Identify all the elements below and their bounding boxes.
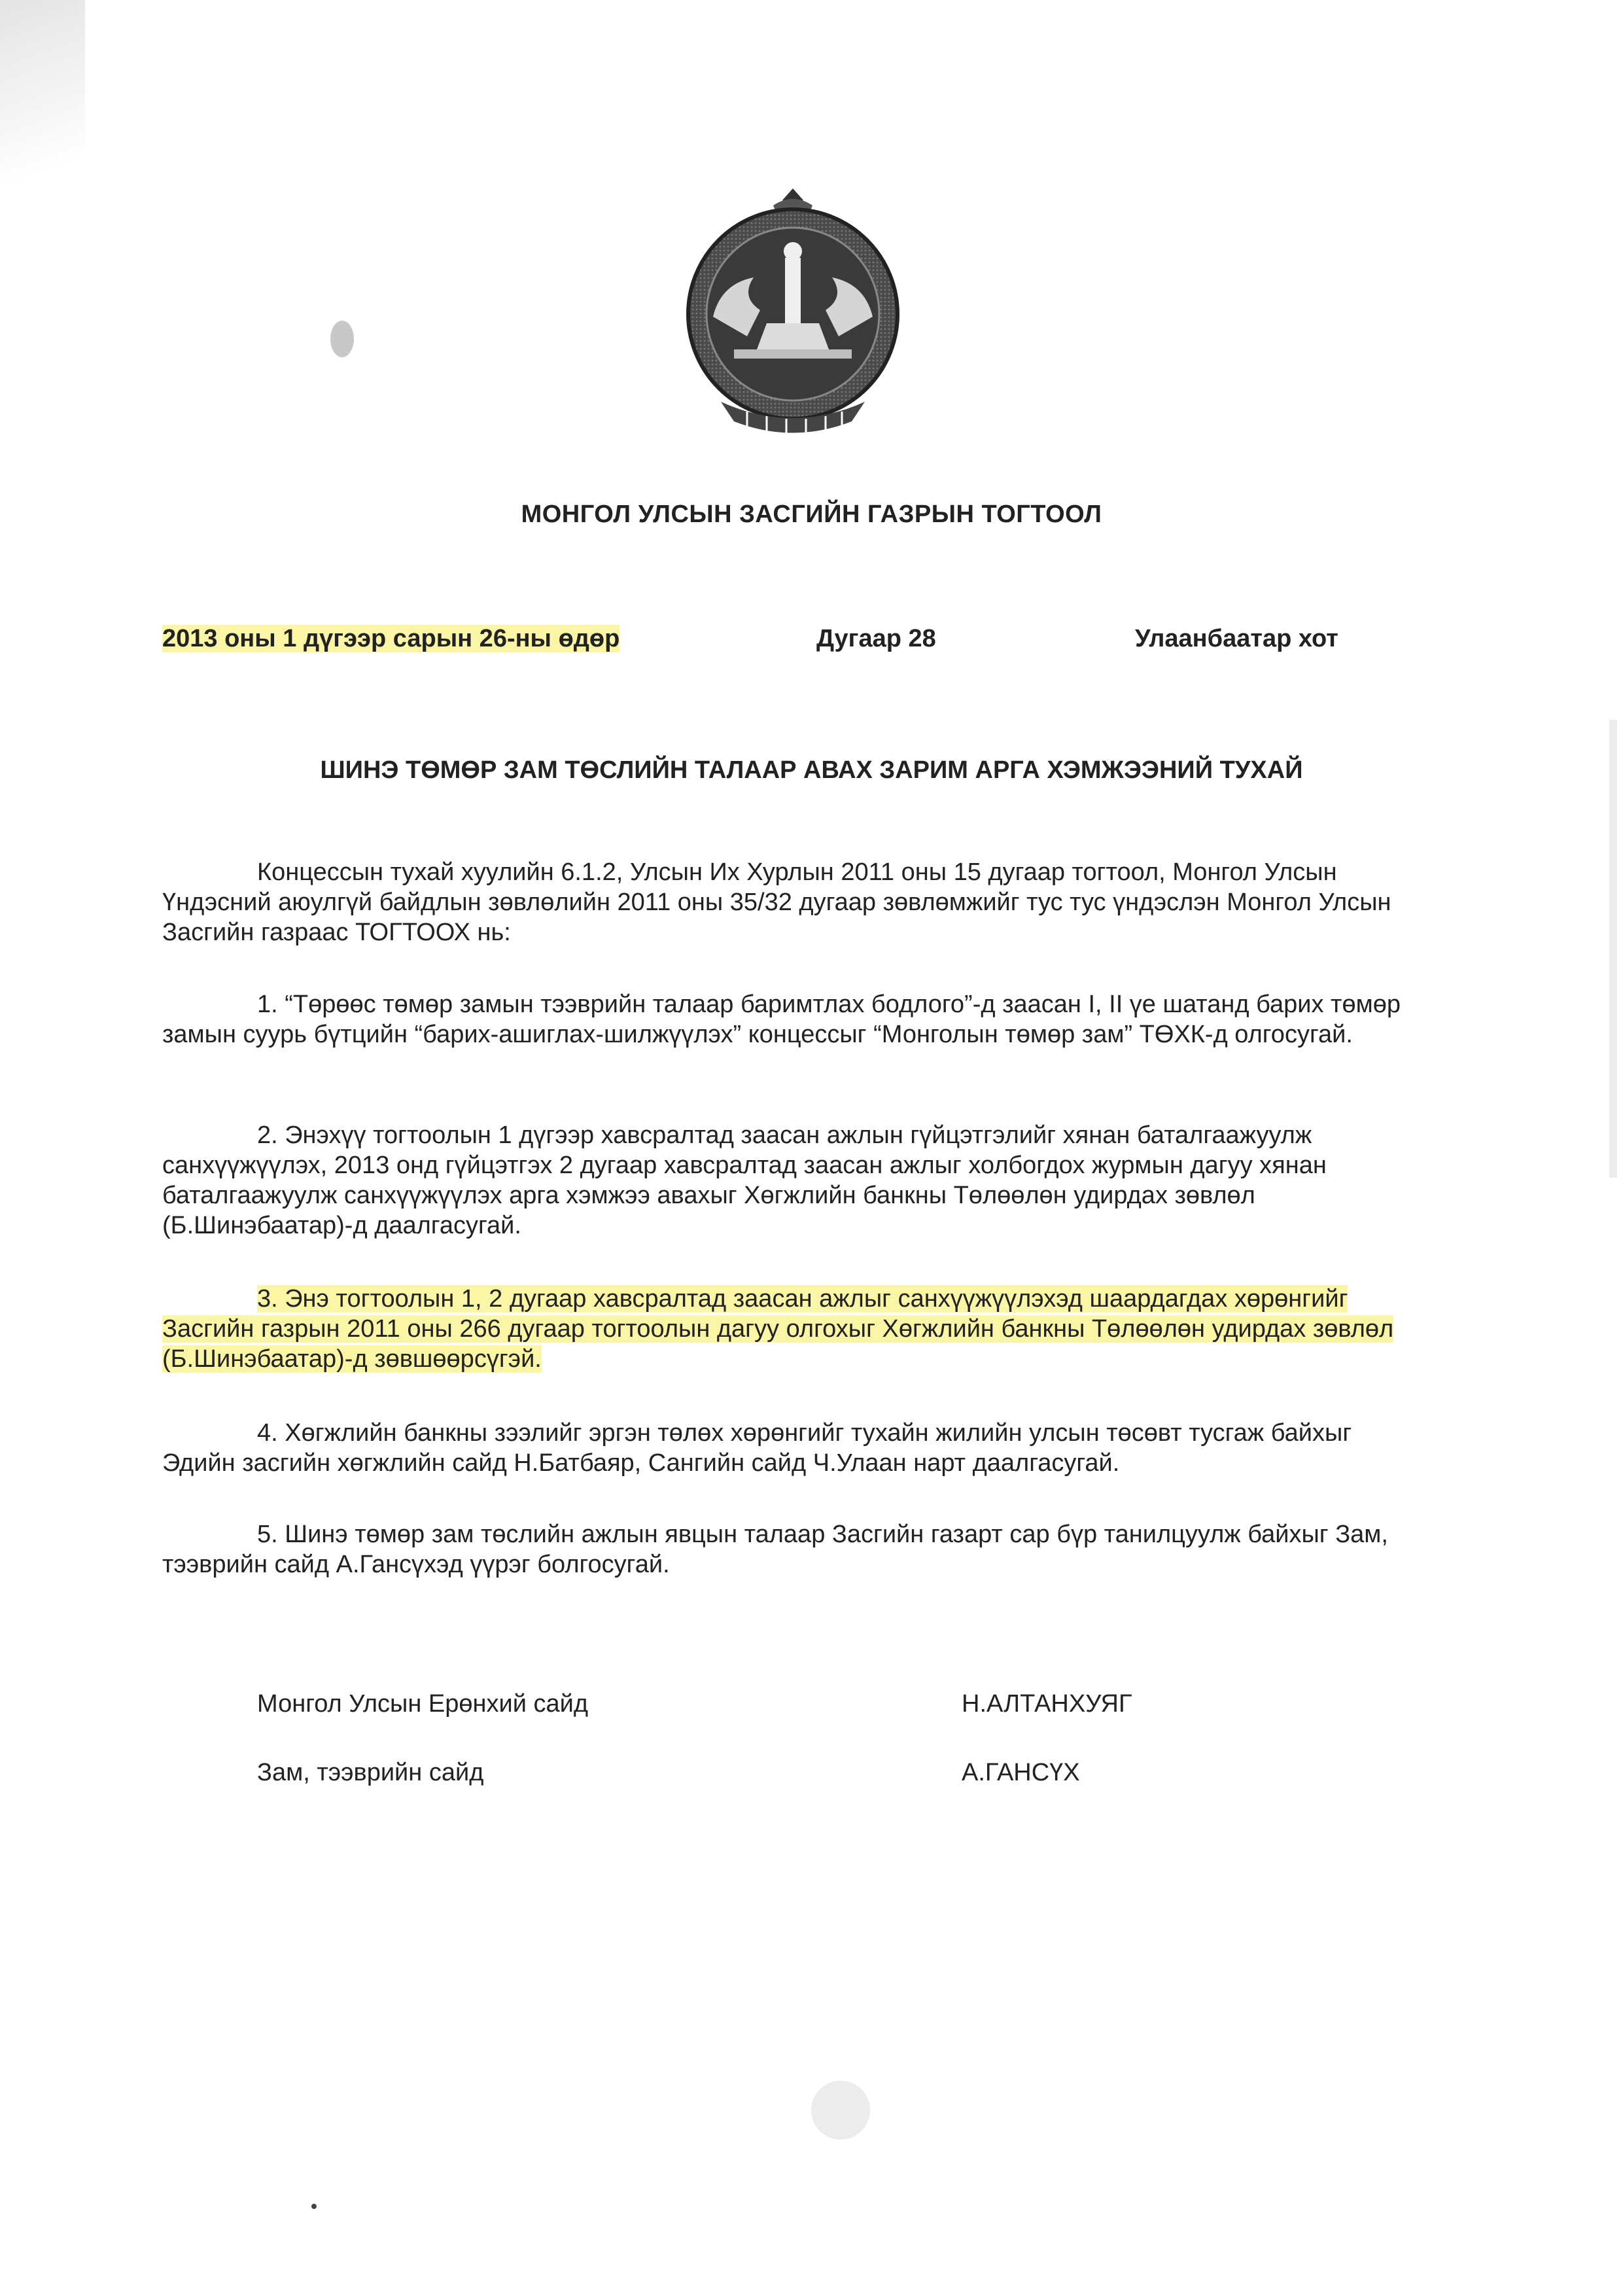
item-1-paragraph: 1. “Төрөөс төмөр замын тээврийн талаар баримтлах бодлого”-д заасан I, II үе шатанд барих төмөр замын суурь бүтцийн “барих-ашиглах-шилжүүлэх” концессыг “Монголын төмөр зам” ТӨХК-д олгосугай. (162, 991, 1401, 1048)
item-2-paragraph: 2. Энэхүү тогтоолын 1 дүгээр хавсралтад заасан ажлын гүйцэтгэлийг хянан баталгаажуулж санхүүжүүлэх, 2013 онд гүйцэтгэх 2 дугаар хавсралтад заасан ажлыг холбогдох журмын дагуу хянан баталгаажуулж санхүүжүүлэх арга хэмжээ авахыг Хөгжлийн банкны Төлөөлөн удирдах зөвлөл (Б.Шинэбаатар)-д даалгасугай. (162, 1122, 1327, 1239)
resolution-date (162, 625, 620, 653)
signature-name-transport-minister: А.ГАНСҮХ (962, 1759, 1080, 1786)
scan-shadow (0, 0, 85, 222)
item-3-paragraph (162, 1284, 1418, 1374)
signature-name-prime-minister: Н.АЛТАНХУЯГ (962, 1690, 1132, 1718)
resolution-date-text: 2013 оны 1 дүгээр сарын 26-ны өдөр (162, 625, 620, 652)
scan-edge (1609, 720, 1617, 1178)
scan-speck (330, 321, 354, 357)
resolution-subject: ШИНЭ ТӨМӨР ЗАМ ТӨСЛИЙН ТАЛААР АВАХ ЗАРИМ АРГА ХЭМЖЭЭНИЙ ТУХАЙ (320, 756, 1303, 784)
resolution-number: Дугаар 28 (816, 625, 936, 652)
signature-role-transport-minister: Зам, тээврийн сайд (257, 1759, 484, 1786)
resolution-place: Улаанбаатар хот (1135, 625, 1338, 652)
intro-paragraph: Концессын тухай хуулийн 6.1.2, Улсын Их Хурлын 2011 оны 15 дугаар тогтоол, Монгол Улсын Үндэсний аюулгүй байдлын зөвлөлийн 2011 оны 35/32 дугаар зөвлөмжийг тус тус үндэслэн Монгол Улсын Засгийн газраас ТОГТООХ нь: (162, 858, 1391, 946)
item-5-paragraph: 5. Шинэ төмөр зам төслийн ажлын явцын талаар Засгийн газарт сар бүр танилцуулж байхыг Зам, тээврийн сайд А.Гансүхэд үүрэг болгосугай. (162, 1521, 1388, 1578)
scan-speck (311, 2204, 317, 2209)
signature-role-prime-minister: Монгол Улсын Ерөнхий сайд (257, 1690, 589, 1718)
item-4-paragraph: 4. Хөгжлийн банкны зээлийг эргэн төлөх хөрөнгийг тухайн жилийн улсын төсөвт тусгаж байхыг Эдийн засгийн хөгжлийн сайд Н.Батбаяр, Сангийн сайд Ч.Улаан нарт даалгасугай. (162, 1419, 1352, 1477)
scan-speck (811, 2081, 870, 2140)
document-title: МОНГОЛ УЛСЫН ЗАСГИЙН ГАЗРЫН ТОГТООЛ (521, 501, 1102, 528)
item-3-text: 3. Энэ тогтоолын 1, 2 дугаар хавсралтад заасан ажлыг санхүүжүүлэхэд шаардагдах хөрөнгийг Засгийн газрын 2011 оны 266 дугаар тогтоолын дагуу олгохыг Хөгжлийн банкны Төлөөлөн удирдах зөвлөл (Б.Шинэбаатар)-д зөвшөөрсүгэй. (162, 1285, 1394, 1373)
state-emblem-icon (675, 186, 911, 441)
